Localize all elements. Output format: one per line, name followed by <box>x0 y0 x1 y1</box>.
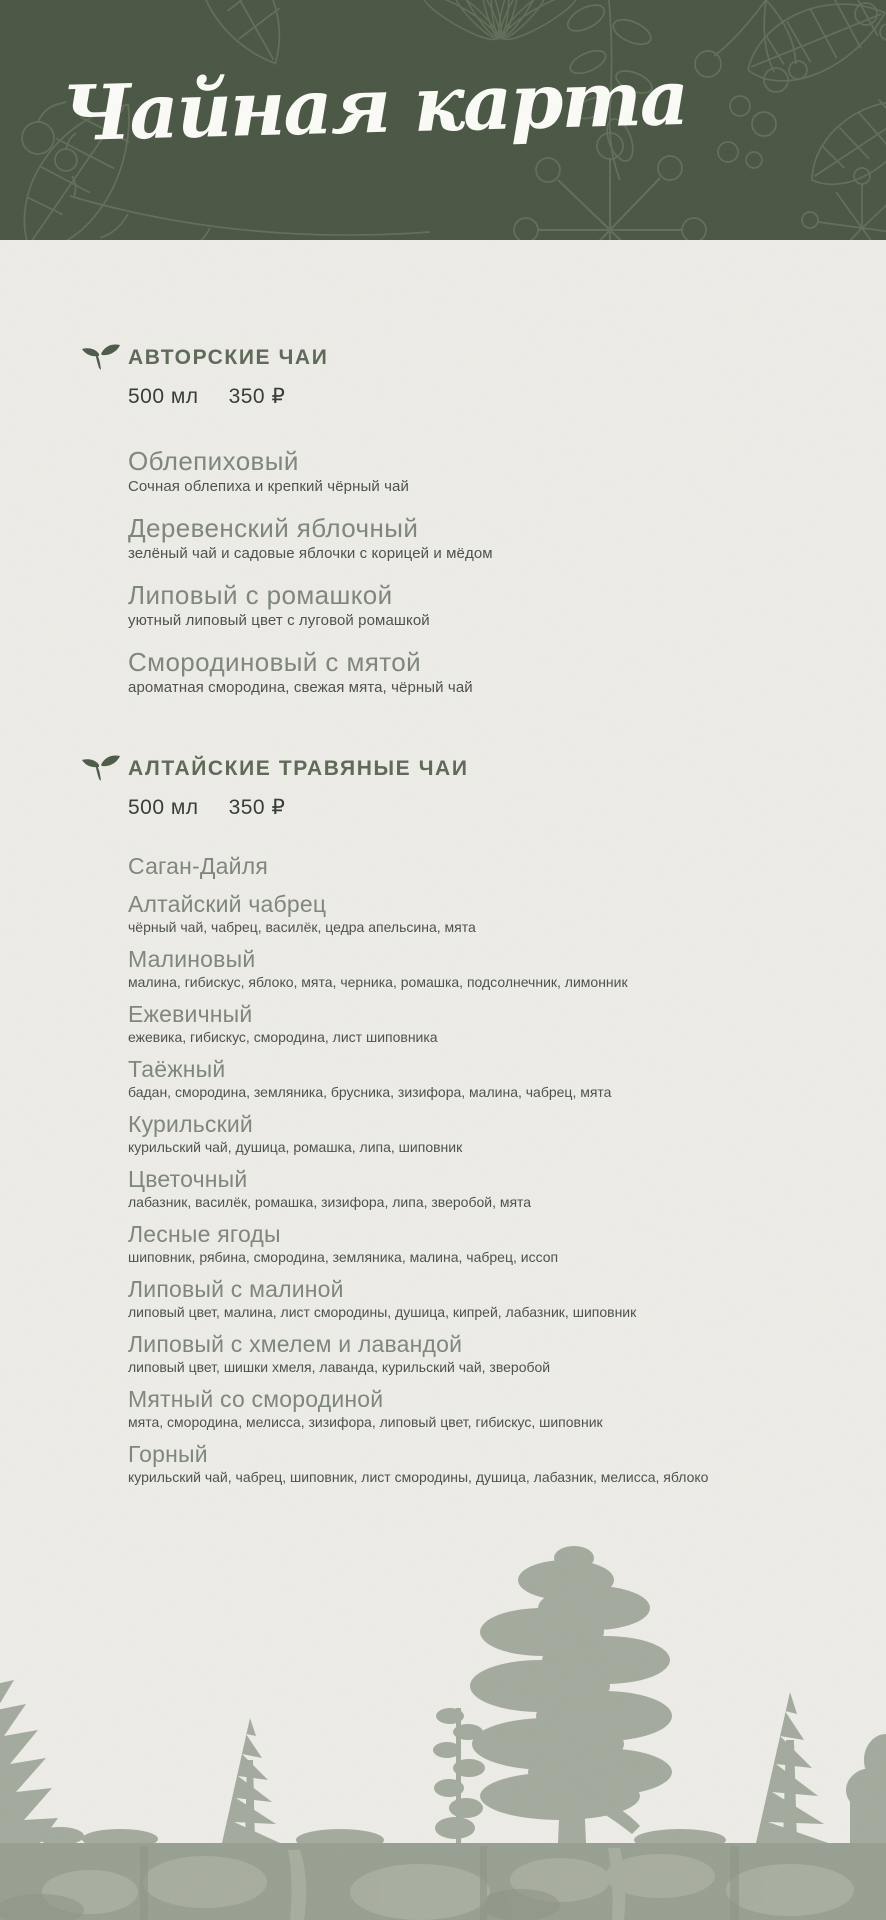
menu-item-description: зелёный чай и садовые яблочки с корицей и мёдом <box>128 545 493 562</box>
menu-item-name: Облепиховый <box>128 446 299 476</box>
menu-item <box>128 1330 826 1376</box>
menu-item-description: лабазник, василёк, ромашка, зизифора, липа, зверобой, мята <box>128 1194 532 1210</box>
menu-item <box>128 1440 826 1486</box>
header-banner <box>0 0 886 240</box>
menu-item-description: липовый цвет, шишки хмеля, лаванда, курильский чай, зверобой <box>128 1359 551 1375</box>
menu-item <box>128 1385 826 1431</box>
section-title: АВТОРСКИЕ ЧАИ <box>128 346 329 369</box>
menu-item-name: Алтайский чабрец <box>128 891 327 917</box>
menu-item-description: ежевика, гибискус, смородина, лист шиповника <box>128 1029 438 1045</box>
menu-item-name: Цветочный <box>128 1166 248 1192</box>
volume-label: 500 мл <box>128 385 199 408</box>
menu-item <box>128 945 826 991</box>
menu-item-description: чёрный чай, чабрец, василёк, цедра апельсина, мята <box>128 919 476 935</box>
menu-item-name: Лесные ягоды <box>128 1221 281 1247</box>
items-list <box>128 445 826 698</box>
menu-item-name: Деревенский яблочный <box>128 513 419 543</box>
menu-item-description: мята, смородина, мелисса, зизифора, липовый цвет, гибискус, шиповник <box>128 1414 603 1430</box>
page-title: Чайная карта <box>60 52 689 159</box>
menu-item-name: Малиновый <box>128 946 256 972</box>
menu-item-description: курильский чай, душица, ромашка, липа, шиповник <box>128 1139 463 1155</box>
section-altai-herbal-teas <box>128 754 826 1486</box>
menu-item-name: Таёжный <box>128 1056 226 1082</box>
price-label: 350 ₽ <box>228 385 286 408</box>
menu-item <box>128 1165 826 1211</box>
menu-item-name: Мятный со смородиной <box>128 1386 384 1412</box>
section-header <box>128 754 826 784</box>
volume-price-row <box>128 383 826 411</box>
menu-item-name: Саган-Дайля <box>128 853 268 879</box>
forest-silhouette-art <box>0 1540 886 1920</box>
price-label: 350 ₽ <box>228 796 286 819</box>
menu-item <box>128 1000 826 1046</box>
menu-item-name: Липовый с хмелем и лавандой <box>128 1331 463 1357</box>
menu-item <box>128 646 826 698</box>
menu-item-description: малина, гибискус, яблоко, мята, черника, ромашка, подсолнечник, лимонник <box>128 974 628 990</box>
menu-item-description: уютный липовый цвет с луговой ромашкой <box>128 612 430 629</box>
menu-item <box>128 1220 826 1266</box>
menu-item-name: Смородиновый с мятой <box>128 647 421 677</box>
menu-item-description: ароматная смородина, свежая мята, чёрный чай <box>128 679 473 696</box>
tea-sprout-icon <box>82 344 120 372</box>
menu-item <box>128 1275 826 1321</box>
volume-price-row <box>128 794 826 822</box>
menu-item <box>128 852 826 881</box>
menu-item-name: Курильский <box>128 1111 253 1137</box>
menu-item <box>128 890 826 936</box>
tea-sprout-icon <box>82 755 120 783</box>
menu-item <box>128 1055 826 1101</box>
menu-item-description: шиповник, рябина, смородина, земляника, малина, чабрец, иссоп <box>128 1249 559 1265</box>
menu-item-description: курильский чай, чабрец, шиповник, лист смородины, душица, лабазник, мелисса, яблоко <box>128 1469 709 1485</box>
menu-item-description: бадан, смородина, земляника, брусника, зизифора, малина, чабрец, мята <box>128 1084 612 1100</box>
section-title: АЛТАЙСКИЕ ТРАВЯНЫЕ ЧАИ <box>128 757 469 780</box>
menu-item <box>128 512 826 564</box>
section-header <box>128 343 826 373</box>
menu-item-name: Липовый с малиной <box>128 1276 344 1302</box>
menu-item <box>128 445 826 497</box>
menu-item-name: Горный <box>128 1441 208 1467</box>
menu-item-name: Ежевичный <box>128 1001 253 1027</box>
volume-label: 500 мл <box>128 796 199 819</box>
menu-item-description: Сочная облепиха и крепкий чёрный чай <box>128 478 409 495</box>
menu-item <box>128 1110 826 1156</box>
menu-content <box>0 343 886 1486</box>
menu-item-name: Липовый с ромашкой <box>128 580 393 610</box>
menu-item <box>128 579 826 631</box>
items-list <box>128 852 826 1486</box>
section-author-teas <box>128 343 826 698</box>
menu-item-description: липовый цвет, малина, лист смородины, душица, кипрей, лабазник, шиповник <box>128 1304 637 1320</box>
